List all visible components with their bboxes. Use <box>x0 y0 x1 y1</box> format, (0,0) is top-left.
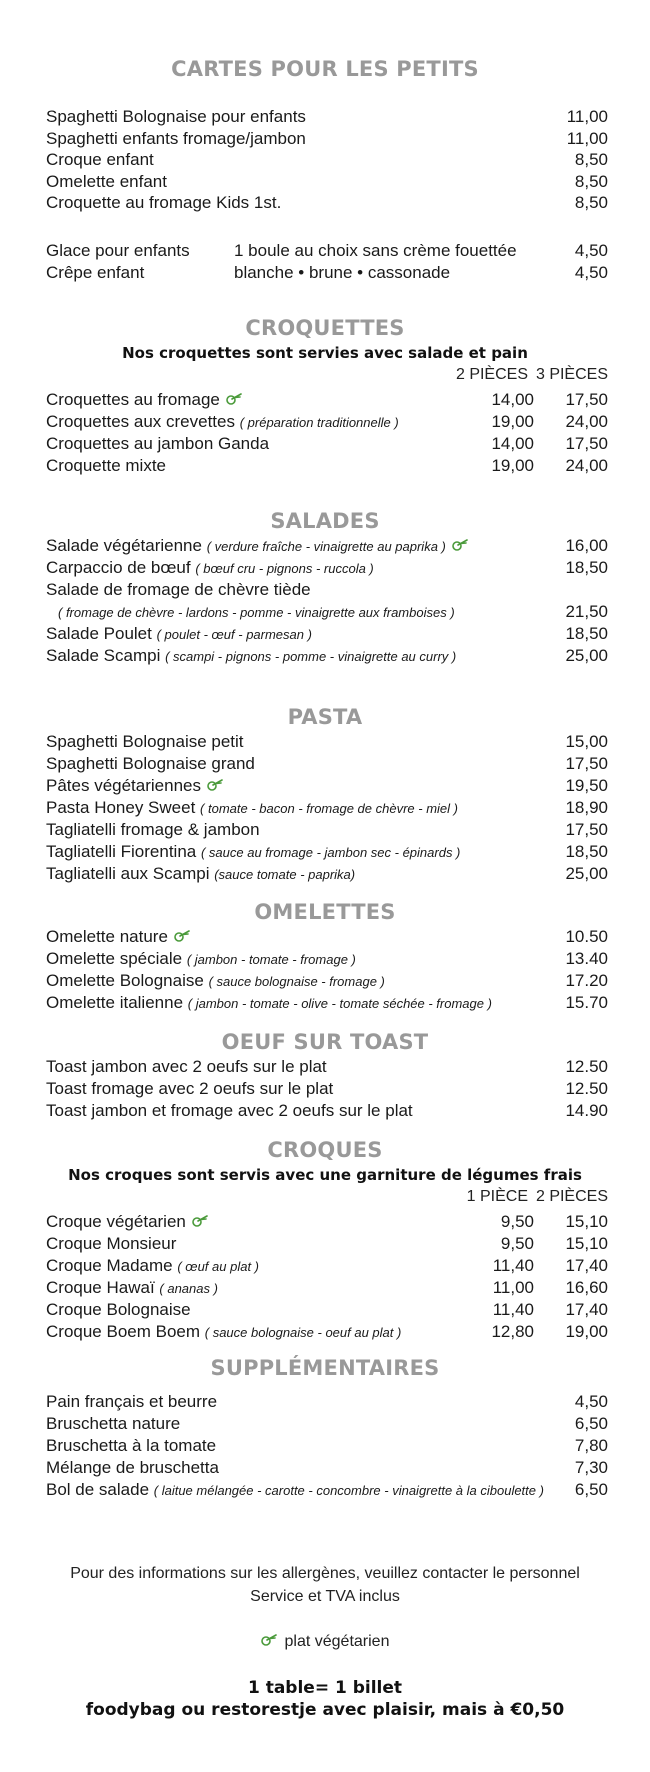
menu-item-price: 17.20 <box>565 971 608 990</box>
foodybag-note: foodybag ou restorestje avec plaisir, mais à €0,50 <box>85 1700 565 1720</box>
menu-item-title: Croque Boem Boem <box>46 1322 201 1341</box>
menu-item-price-large: 15,10 <box>565 1234 608 1253</box>
menu-item-name <box>46 623 312 646</box>
menu-item-title: Pasta Honey Sweet <box>46 798 196 817</box>
menu-item-note: ( poulet - œuf - parmesan ) <box>156 627 312 642</box>
menu-item-price-large: 17,50 <box>565 434 608 453</box>
menu-item-price: 15.70 <box>565 993 608 1012</box>
menu-item-name <box>46 841 460 864</box>
menu-item-price: 12.50 <box>565 1057 608 1076</box>
menu-item-price-large: 19,00 <box>565 1322 608 1341</box>
menu-item-name <box>46 1299 191 1321</box>
menu-item-note: ( scampi - pignons - pomme - vinaigrette au curry ) <box>165 649 457 664</box>
menu-item-price-large: 15,10 <box>565 1212 608 1231</box>
menu-item <box>46 819 608 841</box>
menu-item-name <box>46 1100 413 1122</box>
leaf-icon <box>174 930 190 942</box>
menu-item <box>46 1211 608 1233</box>
menu-item <box>46 797 608 819</box>
menu-item-price: 7,30 <box>574 1458 608 1477</box>
omelettes-heading: OMELETTES <box>254 900 396 924</box>
menu-item <box>46 1255 608 1277</box>
menu-item-price-large: 17,40 <box>565 1256 608 1275</box>
menu-item-name <box>46 1078 333 1100</box>
croques-heading: CROQUES <box>267 1138 383 1162</box>
menu-item-price: 18,50 <box>565 624 608 643</box>
croques-col1: 1 PIÈCE <box>466 1188 528 1205</box>
menu-item-title: Spaghetti enfants fromage/jambon <box>46 128 306 148</box>
menu-item-price: 8,50 <box>574 193 608 212</box>
menu-item-price: 4,50 <box>574 241 608 260</box>
menu-item <box>46 1056 608 1078</box>
croquettes-col1: 2 PIÈCES <box>455 366 528 383</box>
menu-item-name <box>46 797 458 820</box>
menu-item-price-small: 11,40 <box>492 1256 534 1275</box>
menu-item-note: ( verdure fraîche - vinaigrette au paprika ) <box>206 539 446 554</box>
menu-item-name <box>58 601 455 624</box>
vegetarian-legend-label: plat végétarien <box>284 1633 390 1650</box>
menu-item-price: 8,50 <box>574 150 608 169</box>
menu-item-price-small: 11,00 <box>492 1278 534 1297</box>
menu-item <box>46 1078 608 1100</box>
menu-item-price: 10.50 <box>565 927 608 946</box>
menu-item-price: 21,50 <box>565 602 608 621</box>
menu-item <box>46 775 608 797</box>
menu-item-title: Bol de salade <box>46 1480 150 1499</box>
menu-item-description: 1 boule au choix sans crème fouettée <box>234 241 517 260</box>
menu-item-price: 15,00 <box>565 732 608 751</box>
menu-item <box>46 192 608 214</box>
menu-item-name <box>46 455 166 477</box>
menu-item-price: 18,90 <box>565 798 608 817</box>
menu-item <box>46 1435 608 1457</box>
menu-item-title: Tagliatelli aux Scampi <box>46 864 210 883</box>
menu-item-title: Salade Scampi <box>46 646 161 665</box>
menu-item-price-small: 14,00 <box>491 390 534 409</box>
menu-item-title: Spaghetti Bolognaise grand <box>46 754 255 773</box>
menu-item-price: 13.40 <box>565 949 608 968</box>
menu-item-name <box>46 926 190 948</box>
menu-item-price: 14.90 <box>565 1101 608 1120</box>
menu-item-name <box>46 128 306 150</box>
menu-item-note: ( ananas ) <box>159 1281 218 1296</box>
menu-item-name <box>46 1211 208 1233</box>
menu-item-name <box>46 753 255 775</box>
allergen-note: Pour des informations sur les allergènes, veuillez contacter le personnel <box>70 1565 580 1582</box>
croquettes-subtitle: Nos croquettes sont servies avec salade et pain <box>122 344 528 362</box>
menu-item-name <box>46 645 456 668</box>
service-note: Service et TVA inclus <box>250 1588 400 1605</box>
menu-item-title: Croquette au fromage Kids 1st. <box>46 193 282 212</box>
menu-item-name <box>46 149 154 171</box>
menu-item-name <box>46 106 306 128</box>
menu-item-title: Mélange de bruschetta <box>46 1458 219 1477</box>
menu-item-note: ( jambon - tomate - fromage ) <box>186 952 356 967</box>
menu-item-name <box>46 775 223 797</box>
menu-item <box>46 128 608 150</box>
menu-item <box>46 1479 608 1501</box>
menu-item-price: 18,50 <box>565 842 608 861</box>
menu-item-price: 17,50 <box>565 754 608 773</box>
leaf-icon <box>207 779 223 791</box>
menu-item-title: Croquettes aux crevettes <box>46 412 235 431</box>
menu-item-price: 11,00 <box>566 128 608 148</box>
menu-item-title: Salade végétarienne <box>46 536 202 555</box>
menu-item-title: Pain français et beurre <box>46 1392 218 1411</box>
menu-item <box>46 106 608 128</box>
salades-heading: SALADES <box>270 509 380 533</box>
menu-item-name <box>46 557 374 580</box>
leaf-icon <box>226 393 242 405</box>
kids-heading: CARTES POUR LES PETITS <box>171 57 479 81</box>
leaf-icon <box>452 539 468 551</box>
menu-item <box>46 948 608 970</box>
menu-item <box>46 926 608 948</box>
menu-item-title: Omelette spéciale <box>46 949 183 968</box>
menu-item <box>46 262 608 284</box>
menu-item <box>46 433 608 455</box>
menu-item <box>46 149 608 171</box>
menu-item-price-large: 24,00 <box>565 412 608 431</box>
menu-item-name <box>46 863 355 886</box>
menu-item <box>46 535 608 557</box>
menu-item-price: 16,00 <box>565 536 608 555</box>
menu-item-price: 6,50 <box>574 1414 608 1433</box>
menu-item-note: ( œuf au plat ) <box>177 1259 259 1274</box>
menu-item-title: Croquette mixte <box>46 456 166 475</box>
menu-item-name <box>46 731 244 753</box>
menu-item-price: 8,50 <box>574 171 608 191</box>
leaf-icon <box>192 1215 208 1227</box>
menu-item-title: Bruschetta à la tomate <box>46 1436 217 1455</box>
menu-item-title: Croque Monsieur <box>46 1234 177 1253</box>
menu-item-title: Bruschetta nature <box>46 1414 181 1433</box>
menu-item-title: Toast jambon avec 2 oeufs sur le plat <box>46 1057 327 1076</box>
menu-item-name <box>46 262 144 284</box>
menu-item <box>46 841 608 863</box>
menu-item-name <box>46 535 468 558</box>
menu-item-title: Crêpe enfant <box>46 263 145 282</box>
menu-item-name <box>46 433 269 455</box>
croques-subtitle: Nos croques sont servis avec une garniture de légumes frais <box>68 1166 582 1184</box>
menu-item-title: Croque végétarien <box>46 1212 186 1231</box>
menu-item-price: 25,00 <box>565 864 608 883</box>
menu-item-name <box>46 1255 259 1278</box>
menu-item-price-large: 24,00 <box>565 456 608 475</box>
pasta-heading: PASTA <box>287 705 363 729</box>
menu-item-price-small: 19,00 <box>491 456 534 475</box>
menu-item-note: ( laitue mélangée - carotte - concombre - vinaigrette à la ciboulette ) <box>153 1483 544 1498</box>
menu-item <box>46 970 608 992</box>
menu-item-name <box>46 970 385 993</box>
menu-item <box>46 411 608 433</box>
menu-item-price-large: 17,40 <box>565 1300 608 1319</box>
menu-item-price-small: 14,00 <box>491 434 534 453</box>
croquettes-col2: 3 PIÈCES <box>535 366 608 383</box>
menu-item <box>46 623 608 645</box>
menu-item-price: 11,00 <box>566 107 608 126</box>
menu-item-title: Salade de fromage de chèvre tiède <box>46 580 311 599</box>
menu-item <box>46 1457 608 1479</box>
menu-item-price: 6,50 <box>574 1480 608 1499</box>
menu-item <box>46 1233 608 1255</box>
menu-item-title: Croque enfant <box>46 150 154 169</box>
menu-item-name <box>46 389 242 411</box>
menu-item-title: Omelette Bolognaise <box>46 971 204 990</box>
menu-item-name <box>46 1413 180 1435</box>
menu-item-title: Croquettes au jambon Ganda <box>46 434 270 453</box>
menu-item-name <box>46 579 311 601</box>
menu-item-name <box>46 1435 216 1457</box>
menu-item-name <box>46 192 281 214</box>
menu-item-title: Tagliatelli fromage & jambon <box>46 820 260 839</box>
menu-item-note: ( sauce bolognaise - fromage ) <box>208 974 385 989</box>
menu-item-title: Omelette nature <box>46 927 168 946</box>
menu-item <box>46 171 608 193</box>
menu-item-price: 25,00 <box>565 646 608 665</box>
menu-item <box>46 863 608 885</box>
menu-item-price: 7,80 <box>574 1436 608 1455</box>
vegetarian-legend <box>0 1633 650 1651</box>
menu-item <box>46 1321 608 1343</box>
menu-item-price: 19,50 <box>565 776 608 795</box>
menu-item <box>46 579 608 601</box>
menu-item <box>46 1391 608 1413</box>
menu-item <box>46 240 608 262</box>
menu-item-title: Croque Hawaï <box>46 1278 155 1297</box>
menu-item <box>46 645 608 667</box>
menu-item-price: 4,50 <box>574 1392 608 1411</box>
menu-item <box>46 992 608 1014</box>
menu-item-name <box>46 240 190 262</box>
menu-item-name <box>46 1479 544 1502</box>
menu-item-name <box>46 819 260 841</box>
menu-item-note: ( jambon - tomate - olive - tomate séchée - fromage ) <box>187 996 492 1011</box>
menu-item-title: Salade Poulet <box>46 624 152 643</box>
menu-item-price: 17,50 <box>565 820 608 839</box>
menu-item-price-large: 16,60 <box>565 1278 608 1297</box>
menu-item-price-small: 9,50 <box>500 1212 534 1231</box>
menu-item-note: ( tomate - bacon - fromage de chèvre - miel ) <box>200 801 458 816</box>
menu-item-title: Toast jambon et fromage avec 2 oeufs sur le plat <box>46 1101 413 1120</box>
menu-item-title: Omelette italienne <box>46 993 184 1012</box>
menu-item-price: 18,50 <box>565 558 608 577</box>
menu-item-note: ( sauce au fromage - jambon sec - épinards ) <box>200 845 461 860</box>
menu-item-title: Tagliatelli Fiorentina <box>46 842 197 861</box>
menu-item-price-small: 12,80 <box>491 1322 534 1341</box>
menu-item-price: 12.50 <box>565 1079 608 1098</box>
menu-item-name <box>46 948 356 971</box>
menu-item <box>46 557 608 579</box>
toast-heading: OEUF SUR TOAST <box>221 1030 429 1054</box>
menu-item <box>46 601 608 623</box>
menu-item-note: ( préparation traditionnelle ) <box>239 415 399 430</box>
croques-col2: 2 PIÈCES <box>535 1188 608 1205</box>
menu-item <box>46 1277 608 1299</box>
menu-item-title: Pâtes végétariennes <box>46 776 201 795</box>
menu-item-title: Croque Bolognaise <box>46 1300 191 1319</box>
menu-item-name <box>46 1277 218 1300</box>
menu-item-name <box>46 1056 327 1078</box>
menu-item <box>46 731 608 753</box>
menu-item-name <box>46 1391 217 1413</box>
menu-item <box>46 1100 608 1122</box>
menu-item <box>46 1413 608 1435</box>
menu-item-note: (sauce tomate - paprika) <box>214 867 356 882</box>
supplements-heading: SUPPLÉMENTAIRES <box>210 1356 440 1380</box>
menu-item-title: Croque Madame <box>46 1256 173 1275</box>
menu-item <box>46 389 608 411</box>
menu-item <box>46 1299 608 1321</box>
menu-item-title: Toast fromage avec 2 oeufs sur le plat <box>46 1079 334 1098</box>
menu-item-name <box>46 1457 219 1479</box>
menu-item-note: ( sauce bolognaise - oeuf au plat ) <box>204 1325 402 1340</box>
menu-item-price-small: 9,50 <box>500 1234 534 1253</box>
menu-item-price-small: 11,40 <box>492 1300 534 1319</box>
menu-item-title: Omelette enfant <box>46 171 167 191</box>
menu-item <box>46 455 608 477</box>
menu-item-name <box>46 411 399 434</box>
menu-item-name <box>46 1233 176 1255</box>
menu-item-price-large: 17,50 <box>565 390 608 409</box>
menu-item-title: Croquettes au fromage <box>46 390 220 409</box>
menu-item-title: Spaghetti Bolognaise pour enfants <box>46 107 306 126</box>
menu-item-title: Carpaccio de bœuf <box>46 558 191 577</box>
menu-item-description: blanche • brune • cassonade <box>234 263 451 282</box>
menu-item-note: ( fromage de chèvre - lardons - pomme - vinaigrette aux framboises ) <box>58 605 455 620</box>
menu-item-price: 4,50 <box>574 263 608 282</box>
menu-item-name <box>46 992 492 1015</box>
menu-item-title: Spaghetti Bolognaise petit <box>46 732 244 751</box>
table-note: 1 table= 1 billet <box>247 1678 403 1698</box>
menu-item-name <box>46 1321 401 1344</box>
leaf-icon <box>261 1634 277 1646</box>
menu-item-title: Glace pour enfants <box>46 241 190 260</box>
menu-item-price-small: 19,00 <box>491 412 534 431</box>
menu-item-note: ( bœuf cru - pignons - ruccola ) <box>195 561 374 576</box>
menu-item <box>46 753 608 775</box>
menu-item-name <box>46 171 167 193</box>
croquettes-heading: CROQUETTES <box>245 316 405 340</box>
